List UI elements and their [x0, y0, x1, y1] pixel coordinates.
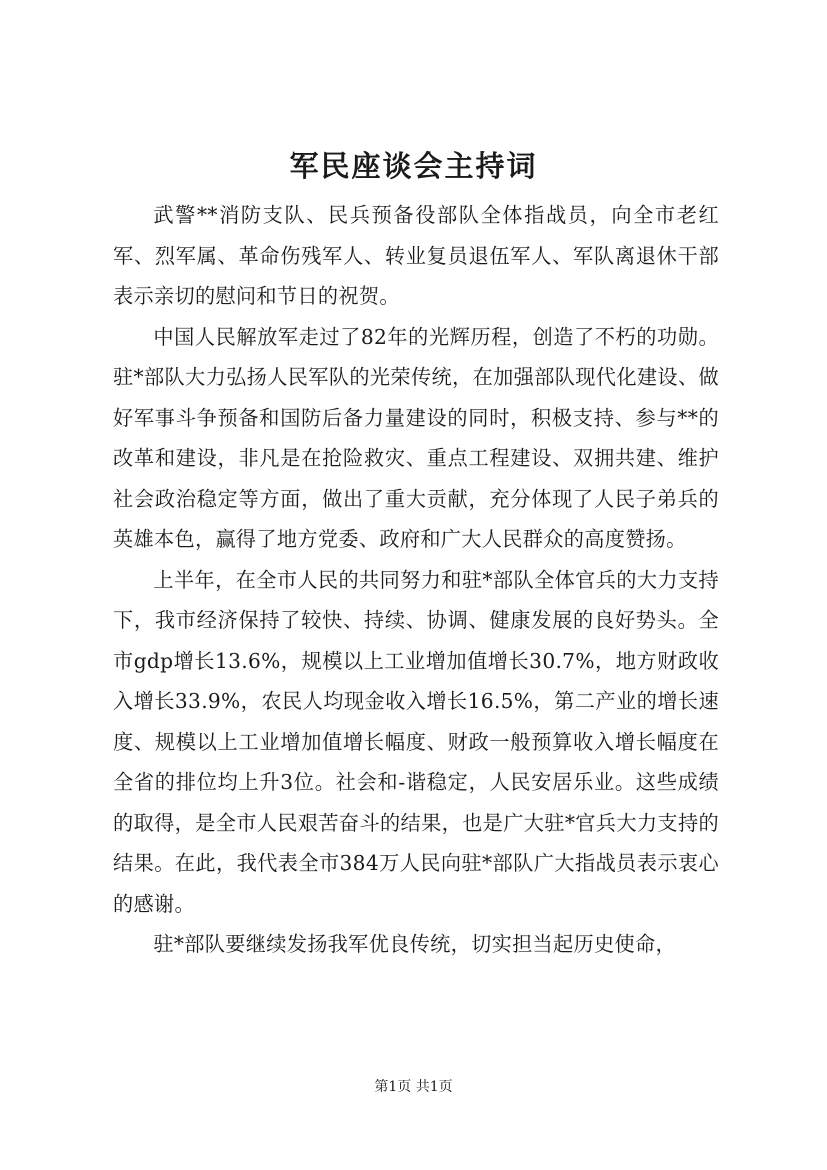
paragraph-3: 上半年，在全市人民的共同努力和驻*部队全体官兵的大力支持下，我市经济保持了较快、持续、协调、健康发展的良好势头。全市gdp增长13.6%，规模以上工业增加值增长30.7%，地方财政收入增长33.9%，农民人均现金收入增长16.5%，第二产业的增长速度、规模以上工业增加值增长幅度、财政一般预算收入增长幅度在全省的排位均上升3位。社会和-谐稳定，人民安居乐业。这些成绩的取得，是全市人民艰苦奋斗的结果，也是广大驻*官兵大力支持的结果。在此，我代表全市384万人民向驻*部队广大指战员表示衷心的感谢。 [113, 567, 719, 916]
page-footer: 第1页 共1页 [374, 1079, 453, 1095]
paragraph-2: 中国人民解放军走过了82年的光辉历程，创造了不朽的功勋。驻*部队大力弘扬人民军队的光荣传统，在加强部队现代化建设、做好军事斗争预备和国防后备力量建设的同时，积极支持、参与**的改革和建设，非凡是在抢险救灾、重点工程建设、双拥共建、维护社会政治稳定等方面，做出了重大贡献，充分体现了人民子弟兵的英雄本色，赢得了地方党委、政府和广大人民群众的高度赞扬。 [113, 324, 719, 551]
paragraph-4: 驻*部队要继续发扬我军优良传统，切实担当起历史使命， [153, 932, 676, 956]
paragraph-1: 武警**消防支队、民兵预备役部队全体指战员，向全市老红军、烈军属、革命伤残军人、转业复员退伍军人、军队离退休干部表示亲切的慰问和节日的祝贺。 [113, 203, 719, 308]
document-title: 军民座谈会主持词 [289, 149, 538, 183]
document-body [113, 195, 719, 965]
